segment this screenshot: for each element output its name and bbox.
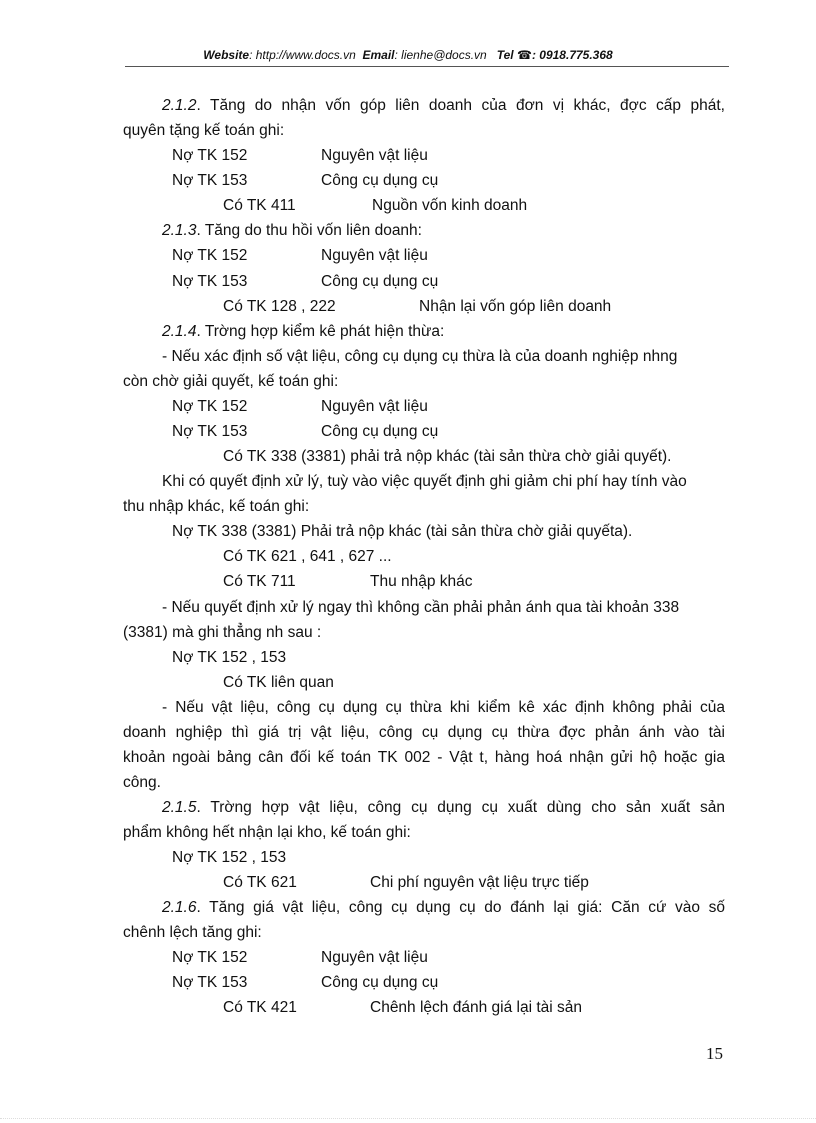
entry-line: Có TK 128 , 222	[223, 298, 336, 315]
entry-line: Nợ TK 153	[172, 172, 248, 189]
entry-line: Có TK 338 (3381) phải trả nộp khác (tài sản thừa chờ giải quyết).	[223, 448, 672, 465]
paragraph-line: phẩm không hết nhận lại kho, kế toán ghi:	[123, 824, 411, 841]
website-label: Website	[203, 48, 250, 62]
section-2-1-2: 2.1.2. Tăng do nhận vốn góp liên doanh của đơn vị khác, đợc cấp phát,	[162, 97, 725, 114]
page-number: 15	[706, 1044, 723, 1063]
entry-desc: Công cụ dụng cụ	[321, 974, 439, 991]
paragraph-line: - Nếu xác định số vật liệu, công cụ dụng cụ thừa là của doanh nghiệp nhng	[162, 348, 678, 365]
section-number: 2.1.4	[162, 323, 197, 340]
entry-desc: Nhận lại vốn góp liên doanh	[419, 298, 612, 315]
entry-line: Nợ TK 152	[172, 247, 248, 264]
entry-desc: Nguồn vốn kinh doanh	[372, 197, 528, 214]
entry-desc: Nguyên vật liệu	[321, 398, 428, 415]
entry-desc: Thu nhập khác	[370, 573, 473, 590]
tel-value: : 0918.775.368	[531, 48, 613, 62]
paragraph-line: - Nếu quyết định xử lý ngay thì không cần phải phản ánh qua tài khoản 338	[162, 599, 680, 616]
entry-line: Nợ TK 152 , 153	[172, 849, 287, 866]
phone-icon: ☎	[517, 48, 532, 62]
entry-line: Nợ TK 152	[172, 398, 248, 415]
section-2-1-3: 2.1.3. Tăng do thu hồi vốn liên doanh:	[162, 222, 422, 239]
section-number: 2.1.5	[162, 799, 197, 816]
entry-desc: Chênh lệch đánh giá lại tài sản	[370, 999, 582, 1016]
entry-desc: Công cụ dụng cụ	[321, 423, 439, 440]
paragraph-line: (3381) mà ghi thẳng nh sau :	[123, 624, 322, 641]
email-value: : lienhe@docs.vn	[394, 48, 487, 62]
paragraph-line: doanh nghiệp thì giá trị vật liệu, công cụ dụng cụ thừa đợc phản ánh vào tài	[123, 724, 725, 741]
entry-desc: Nguyên vật liệu	[321, 147, 428, 164]
entry-line: Nợ TK 152	[172, 949, 248, 966]
entry-line: Có TK 621 , 641 , 627 ...	[223, 548, 392, 565]
page-header	[0, 48, 816, 62]
entry-line: Nợ TK 152 , 153	[172, 649, 287, 666]
paragraph-line: công.	[123, 774, 161, 791]
entry-desc: Công cụ dụng cụ	[321, 273, 439, 290]
entry-desc: Công cụ dụng cụ	[321, 172, 439, 189]
header-divider	[125, 66, 729, 67]
entry-line: Nợ TK 152	[172, 147, 248, 164]
email-label: Email	[362, 48, 395, 62]
section-2-1-5: 2.1.5. Trờng hợp vật liệu, công cụ dụng cụ xuất dùng cho sản xuất sản	[162, 799, 725, 816]
paragraph-line: quyên tặng kế toán ghi:	[123, 122, 285, 139]
footer-divider	[0, 1118, 816, 1119]
paragraph-line: Khi có quyết định xử lý, tuỳ vào việc quyết định ghi giảm chi phí hay tính vào	[162, 473, 687, 490]
section-number: 2.1.6	[162, 899, 197, 916]
paragraph-line: khoản ngoài bảng cân đối kế toán TK 002 - Vật t, hàng hoá nhận gửi hộ hoặc gia	[123, 749, 725, 766]
section-number: 2.1.3	[162, 222, 197, 239]
paragraph-line: thu nhập khác, kế toán ghi:	[123, 498, 310, 515]
entry-line: Nợ TK 338 (3381) Phải trả nộp khác (tài sản thừa chờ giải quyếta).	[172, 523, 633, 540]
section-2-1-4: 2.1.4. Trờng hợp kiểm kê phát hiện thừa:	[162, 323, 445, 340]
entry-line: Có TK 711	[223, 573, 296, 590]
paragraph-line: chênh lệch tăng ghi:	[123, 924, 262, 941]
entry-desc: Nguyên vật liệu	[321, 247, 428, 264]
section-number: 2.1.2	[162, 97, 197, 114]
entry-desc: Nguyên vật liệu	[321, 949, 428, 966]
entry-line: Nợ TK 153	[172, 273, 248, 290]
entry-line: Nợ TK 153	[172, 423, 248, 440]
paragraph-line: - Nếu vật liệu, công cụ dụng cụ thừa khi kiểm kê xác định không phải của	[162, 699, 725, 716]
tel-label: Tel	[496, 48, 514, 62]
entry-line: Có TK 411	[223, 197, 296, 214]
section-2-1-6: 2.1.6. Tăng giá vật liệu, công cụ dụng cụ do đánh lại giá: Căn cứ vào số	[162, 899, 725, 916]
entry-line: Có TK 621	[223, 874, 297, 891]
entry-line: Có TK 421	[223, 999, 297, 1016]
entry-line: Nợ TK 153	[172, 974, 248, 991]
website-value: : http://www.docs.vn	[249, 48, 356, 62]
entry-line: Có TK liên quan	[223, 674, 334, 691]
entry-desc: Chi phí nguyên vật liệu trực tiếp	[370, 874, 589, 891]
paragraph-line: còn chờ giải quyết, kế toán ghi:	[123, 373, 339, 390]
